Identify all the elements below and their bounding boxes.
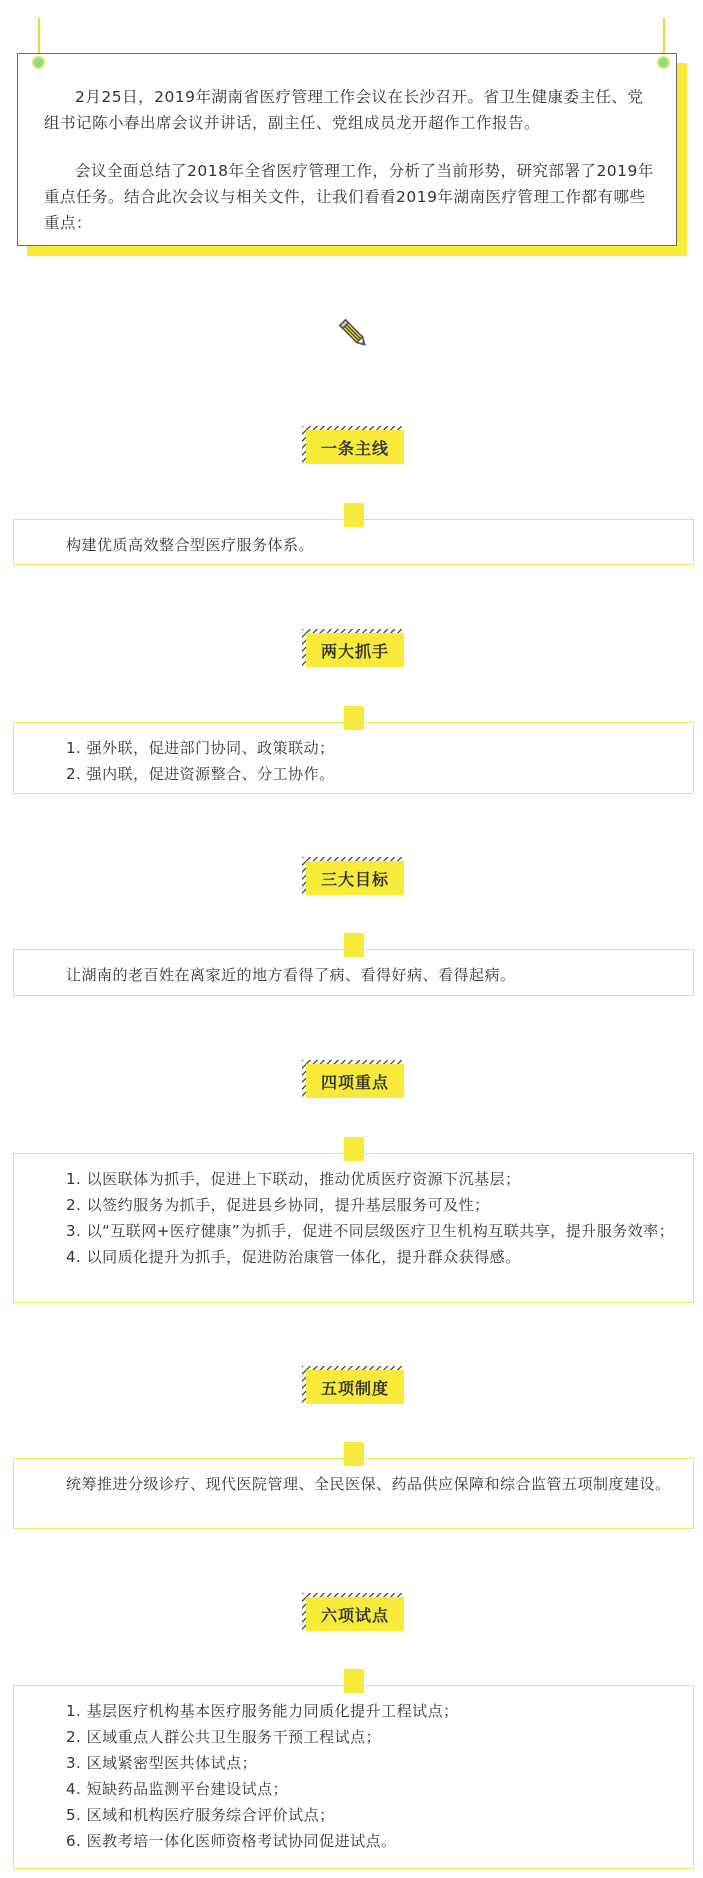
- section-title-2: [302, 629, 402, 667]
- content-line: 构建优质高效整合型医疗服务体系。: [66, 536, 315, 554]
- intro-pin-dot-left: [32, 56, 45, 69]
- content-line: 4. 短缺药品监测平台建设试点；: [66, 1780, 289, 1798]
- section-content-2: [13, 722, 694, 794]
- section-title-label: 两大抓手: [306, 633, 404, 667]
- content-line: 2. 区域重点人群公共卫生服务干预工程试点；: [66, 1728, 382, 1746]
- section-content-5: [13, 1458, 694, 1529]
- content-line: 1. 基层医疗机构基本医疗服务能力同质化提升工程试点；: [66, 1702, 459, 1720]
- section-content-6: [13, 1685, 694, 1869]
- section-title-5: [302, 1366, 402, 1404]
- section-content-3: [13, 949, 694, 996]
- section-content-4: [13, 1153, 694, 1303]
- content-line: 5. 区域和机构医疗服务综合评价试点；: [66, 1806, 335, 1824]
- section-title-label: 五项制度: [306, 1370, 404, 1404]
- section-title-label: 三大目标: [306, 861, 404, 895]
- section-title-1: [302, 426, 402, 464]
- content-line: 1. 强外联，促进部门协同、政策联动；: [66, 739, 335, 757]
- section-content-1: [13, 519, 694, 565]
- content-line: 3. 区域紧密型医共体试点；: [66, 1754, 258, 1772]
- section-title-label: 一条主线: [306, 430, 404, 464]
- content-line: 2. 强内联，促进资源整合、分工协作。: [66, 765, 335, 783]
- section-title-3: [302, 857, 402, 895]
- section-title-label: 六项试点: [306, 1597, 404, 1631]
- content-line: 2. 以签约服务为抓手，促进县乡协同，提升基层服务可及性；: [66, 1196, 490, 1214]
- content-line: 让湖南的老百姓在离家近的地方看得了病、看得好病、看得起病。: [66, 966, 516, 984]
- section-title-4: [302, 1060, 402, 1098]
- intro-card: [17, 53, 677, 246]
- section-title-6: [302, 1593, 402, 1631]
- intro-paragraph: 2月25日，2019年湖南省医疗管理工作会议在长沙召开。省卫生健康委主任、党组书记陈小春出席会议并讲话，副主任、党组成员龙开超作工作报告。: [44, 88, 644, 132]
- content-line: 4. 以同质化提升为抓手，促进防治康管一体化，提升群众获得感。: [66, 1248, 521, 1266]
- content-line: 6. 医教考培一体化医师资格考试协同促进试点。: [66, 1832, 397, 1850]
- content-line: 1. 以医联体为抓手，促进上下联动，推动优质医疗资源下沉基层；: [66, 1170, 521, 1188]
- section-title-label: 四项重点: [306, 1064, 404, 1098]
- content-line: 3. 以“互联网+医疗健康”为抓手，促进不同层级医疗卫生机构互联共享，提升服务效率；: [66, 1222, 675, 1240]
- content-line: 统筹推进分级诊疗、现代医院管理、全民医保、药品供应保障和综合监管五项制度建设。: [66, 1475, 671, 1493]
- pencil-icon: [336, 316, 372, 352]
- intro-pin-dot-right: [657, 56, 670, 69]
- intro-paragraph: 会议全面总结了2018年全省医疗管理工作，分析了当前形势，研究部署了2019年重点任务。结合此次会议与相关文件，让我们看看2019年湖南医疗管理工作都有哪些重点：: [44, 162, 654, 232]
